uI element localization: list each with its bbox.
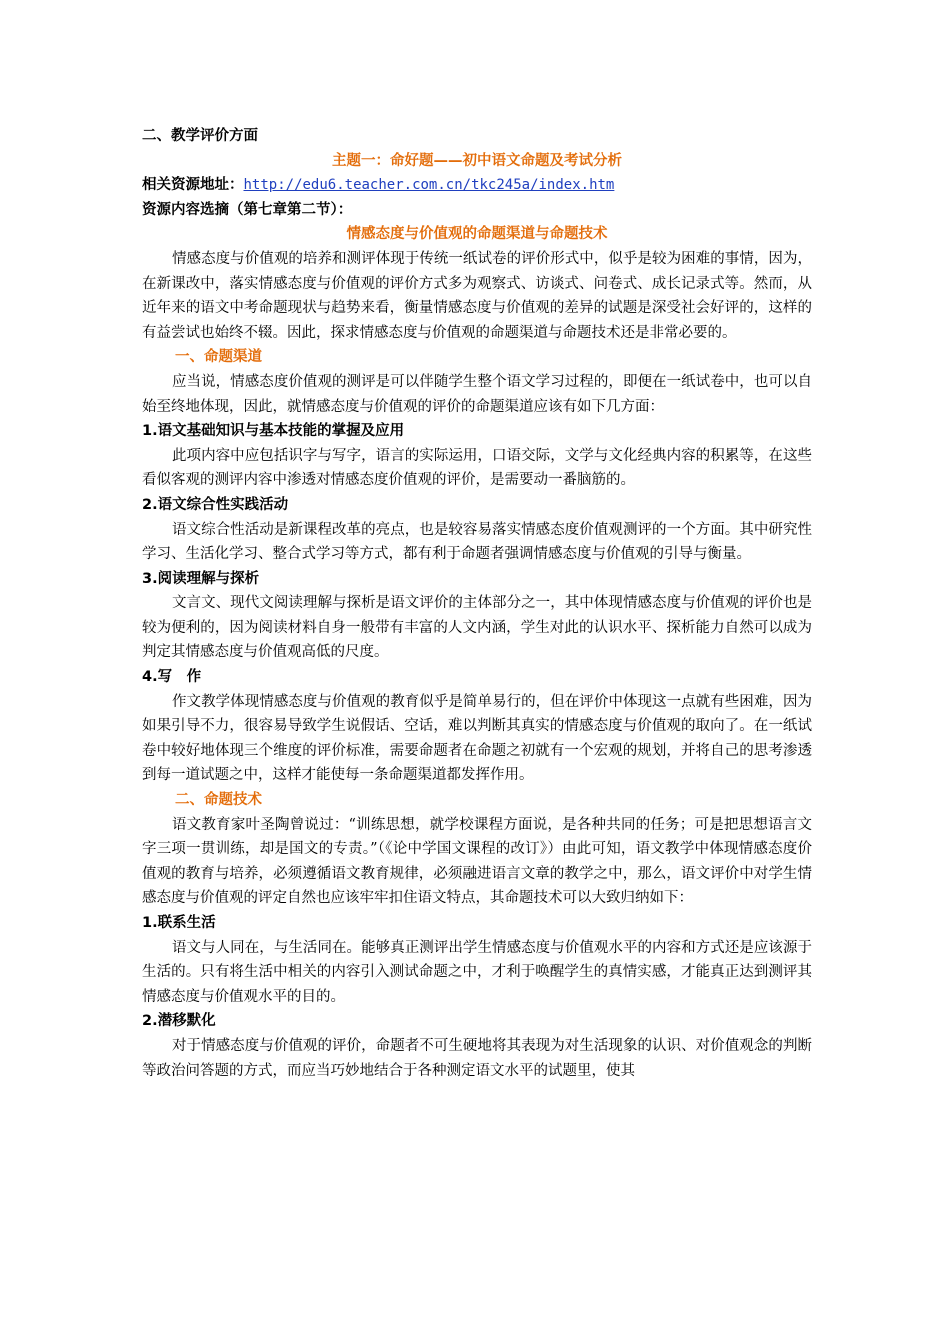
- part1-item4-body: 作文教学体现情感态度与价值观的教育似乎是简单易行的，但在评价中体现这一点就有些困难，因为如果引导不力，很容易导致学生说假话、空话，难以判断其真实的情感态度与价值观的取向了。在一纸试卷中较好地体现三个维度的评价标准，需要命题者在命题之初就有一个宏观的规划，并将自己的思考渗透到每一道试题之中，这样才能使每一条命题渠道都发挥作用。: [142, 693, 812, 784]
- part1-item1-body: 此项内容中应包括识字与写字，语言的实际运用，口语交际，文学与文化经典内容的积累等，在这些看似客观的测评内容中渗透对情感态度价值观的评价，是需要动一番脑筋的。: [142, 447, 812, 489]
- intro-paragraph: 情感态度与价值观的培养和测评体现于传统一纸试卷的评价形式中，似乎是较为困难的事情，因为，在新课改中，落实情感态度与价值观的评价方式多为观察式、访谈式、问卷式、成长记录式等。然而，从近年来的语文中考命题现状与趋势来看，衡量情感态度与价值观的差异的试题是深受社会好评的，这样的有益尝试也始终不辍。因此，探求情感态度与价值观的命题渠道与命题技术还是非常必要的。: [142, 250, 812, 341]
- part1-item3-body: 文言文、现代文阅读理解与探析是语文评价的主体部分之一，其中体现情感态度与价值观的评价也是较为便利的，因为阅读材料自身一般带有丰富的人文内涵，学生对此的认识水平、探析能力自然可以成为判定其情感态度与价值观高低的尺度。: [142, 595, 812, 661]
- part1-item1-title: 1.语文基础知识与基本技能的掌握及应用: [142, 423, 405, 440]
- part2-item1-body: 语文与人同在，与生活同在。能够真正测评出学生情感态度与价值观水平的内容和方式还是应该源于生活的。只有将生活中相关的内容引入测试命题之中，才利于唤醒学生的真情实感，才能真正达到测评其情感态度与价值观水平的目的。: [142, 939, 812, 1005]
- resource-line: [142, 173, 812, 198]
- part1-heading: 一、命题渠道: [175, 349, 262, 366]
- part2-item1-title: 1.联系生活: [142, 915, 216, 931]
- document-page: [142, 124, 812, 1083]
- part1-item4-title: 4.写 作: [142, 669, 202, 686]
- article-title: 情感态度与价值观的命题渠道与命题技术: [346, 226, 608, 243]
- part1-item3-title: 3.阅读理解与探析: [142, 570, 260, 587]
- part1-intro: 应当说，情感态度价值观的测评是可以伴随学生整个语文学习过程的，即便在一纸试卷中，也可以自始至终地体现，因此，就情感态度与价值观的评价的命题渠道应该有如下几方面：: [142, 373, 812, 415]
- excerpt-label: 资源内容选摘（第七章第二节）：: [142, 201, 353, 218]
- part1-item2-title: 2.语文综合性实践活动: [142, 496, 289, 513]
- part2-item2-body: 对于情感态度与价值观的评价，命题者不可生硬地将其表现为对生活现象的认识、对价值观念的判断等政治问答题的方式，而应当巧妙地结合于各种测定语文水平的试题里，使其: [142, 1037, 812, 1079]
- part1-item2-body: 语文综合性活动是新课程改革的亮点，也是较容易落实情感态度价值观测评的一个方面。其中研究性学习、生活化学习、整合式学习等方式，都有利于命题者强调情感态度与价值观的引导与衡量。: [142, 521, 812, 563]
- part2-intro: 语文教育家叶圣陶曾说过：“训练思想，就学校课程方面说，是各种共同的任务；可是把思想语言文字三项一贯训练，却是国文的专责。”（《论中学国文课程的改订》）由此可知，语文教学中体现情感态度价值观的教育与培养，必须遵循语文教育规律，必须融进语言文章的教学之中，那么，语文评价中对学生情感态度与价值观的评定自然也应该牢牢扣住语文特点，其命题技术可以大致归纳如下：: [142, 816, 812, 907]
- part2-heading: 二、命题技术: [175, 792, 262, 809]
- part2-item2-title: 2.潜移默化: [142, 1013, 216, 1030]
- resource-label: 相关资源地址：: [142, 177, 244, 194]
- resource-link[interactable]: http://edu6.teacher.com.cn/tkc245a/index.htm: [243, 177, 615, 194]
- topic-title: 主题一：命好题——初中语文命题及考试分析: [332, 152, 622, 169]
- section-title: 二、教学评价方面: [142, 128, 258, 144]
